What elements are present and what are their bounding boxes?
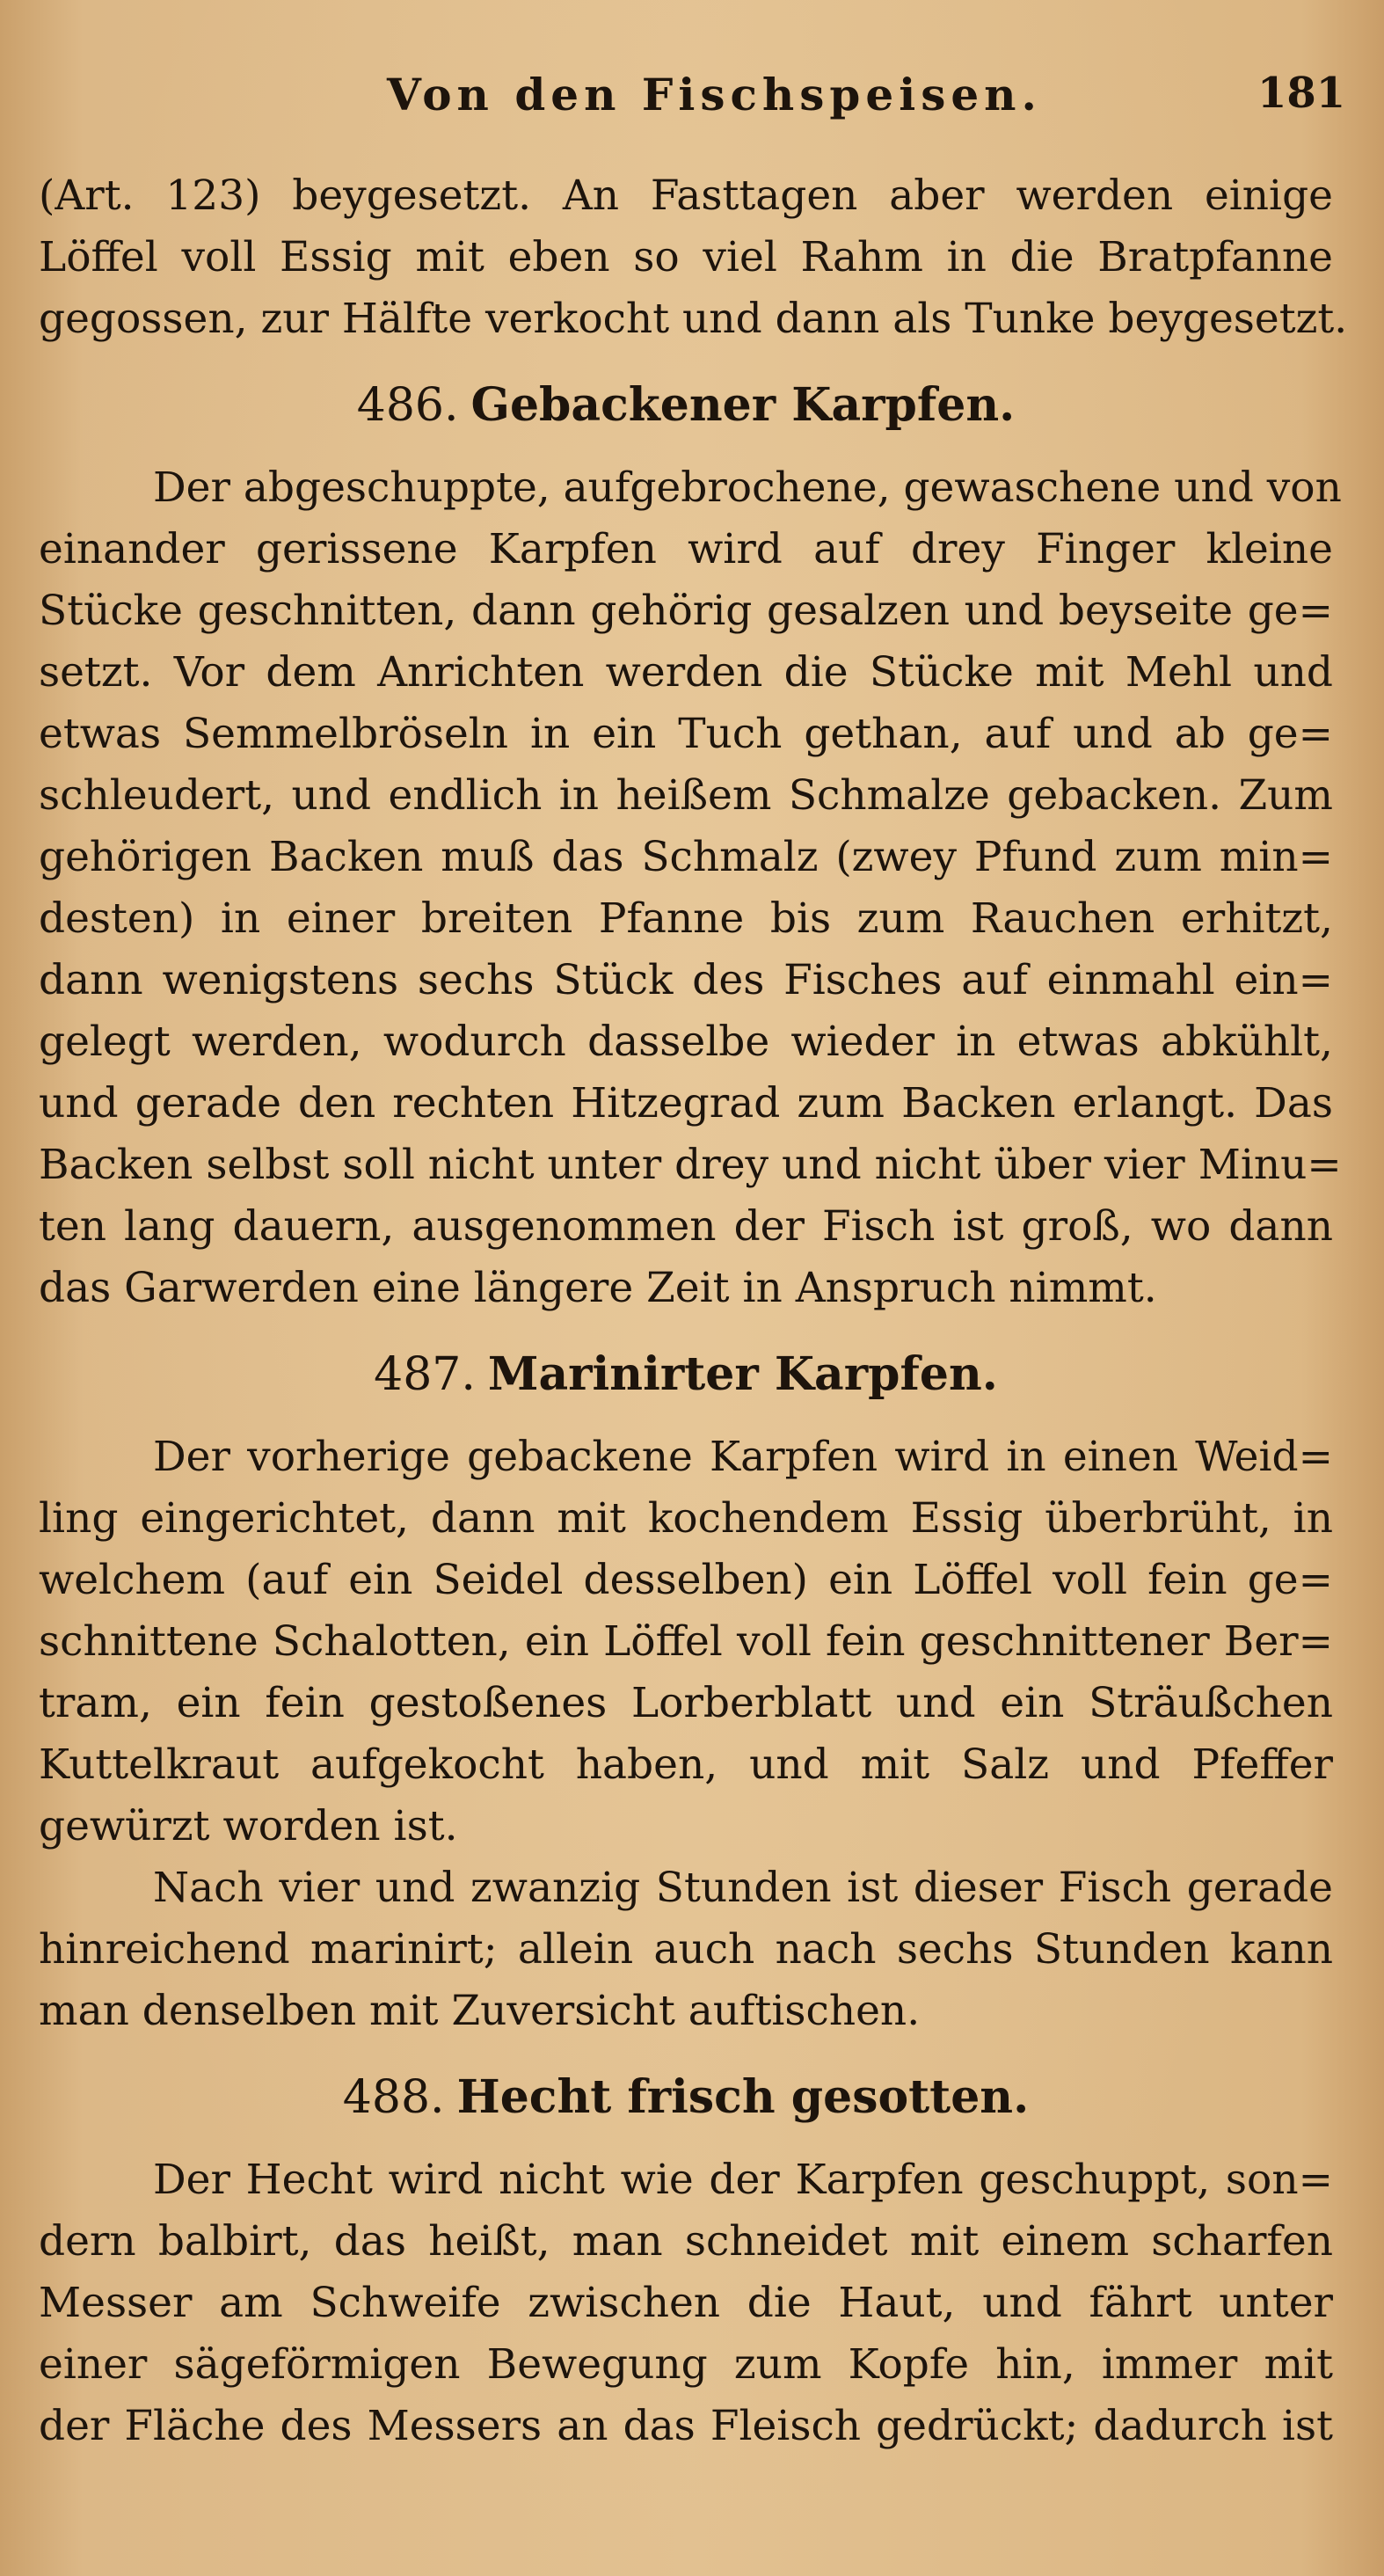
text-line: Der Hecht wird nicht wie der Karpfen geschuppt, son=: [153, 2156, 1333, 2204]
section-paragraph: [39, 2149, 1333, 2457]
text-line: und gerade den rechten Hitzegrad zum Backen erlangt. Das: [39, 1079, 1333, 1127]
text-line: Backen selbst soll nicht unter drey und nicht über vier Minu=: [39, 1141, 1342, 1189]
text-line: man denselben mit Zuversicht auftischen.: [39, 1987, 921, 2035]
section-heading-486: [39, 375, 1333, 436]
section-title: Hecht frisch gesotten.: [456, 2070, 1030, 2124]
text-line: gelegt werden, wodurch dasselbe wieder in etwas abkühlt,: [39, 1018, 1333, 1066]
text-line: der Fläche des Messers an das Fleisch gedrückt; dadurch ist: [39, 2402, 1333, 2450]
text-line: gehörigen Backen muß das Schmalz (zwey Pfund zum min=: [39, 833, 1333, 881]
text-line: das Garwerden eine längere Zeit in Anspruch nimmt.: [39, 1264, 1157, 1312]
text-line: tram, ein fein gestoßenes Lorberblatt und ein Sträußchen: [39, 1679, 1333, 1727]
text-line: Messer am Schweife zwischen die Haut, und fährt unter: [39, 2279, 1333, 2327]
section-heading-488: [39, 2067, 1333, 2128]
text-line: einer sägeförmigen Bewegung zum Kopfe hin, immer mit: [39, 2340, 1333, 2389]
text-line: (Art. 123) beygesetzt. An Fasttagen aber werden einige: [39, 171, 1333, 220]
text-line: Der vorherige gebackene Karpfen wird in einen Weid=: [153, 1433, 1333, 1481]
running-head: [0, 69, 1384, 130]
intro-paragraph: [39, 165, 1348, 350]
body-text: [39, 165, 1348, 2457]
text-line: Kuttelkraut aufgekocht haben, und mit Salz und Pfeffer: [39, 1740, 1333, 1789]
section-number: 487.: [374, 1348, 476, 1401]
section-paragraph: [39, 1857, 1333, 2042]
section-paragraph: [39, 457, 1342, 1319]
section-number: 486.: [356, 379, 459, 432]
text-line: gewürzt worden ist.: [39, 1802, 458, 1850]
section-number: 488.: [342, 2071, 445, 2124]
text-line: ten lang dauern, ausgenommen der Fisch ist groß, wo dann: [39, 1202, 1333, 1251]
section-paragraph: [39, 1427, 1333, 1857]
text-line: etwas Semmelbröseln in ein Tuch gethan, auf und ab ge=: [39, 710, 1333, 758]
text-line: desten) in einer breiten Pfanne bis zum Rauchen erhitzt,: [39, 894, 1333, 943]
text-line: Nach vier und zwanzig Stunden ist dieser Fisch gerade: [153, 1864, 1333, 1912]
section-title: Gebackener Karpfen.: [470, 378, 1016, 432]
text-line: Der abgeschuppte, aufgebrochene, gewaschene und von: [153, 463, 1342, 512]
text-line: setzt. Vor dem Anrichten werden die Stücke mit Mehl und: [39, 648, 1333, 697]
running-title: Von den Fischspeisen.: [387, 69, 1042, 120]
text-line: ling eingerichtet, dann mit kochendem Essig überbrüht, in: [39, 1494, 1333, 1543]
text-line: hinreichend marinirt; allein auch nach sechs Stunden kann: [39, 1925, 1333, 1974]
section-heading-487: [39, 1344, 1333, 1405]
text-line: Löffel voll Essig mit eben so viel Rahm in die Bratpfanne: [39, 233, 1333, 281]
text-line: schleudert, und endlich in heißem Schmalze gebacken. Zum: [39, 771, 1333, 820]
text-line: schnittene Schalotten, ein Löffel voll fein geschnittener Ber=: [39, 1617, 1333, 1666]
text-line: dern balbirt, das heißt, man schneidet mit einem scharfen: [39, 2217, 1333, 2266]
text-line: welchem (auf ein Seidel desselben) ein Löffel voll fein ge=: [39, 1556, 1333, 1604]
text-line: einander gerissene Karpfen wird auf drey Finger kleine: [39, 525, 1333, 573]
page-number: 181: [1257, 69, 1346, 118]
section-title: Marinirter Karpfen.: [487, 1347, 998, 1401]
text-line: dann wenigstens sechs Stück des Fisches auf einmahl ein=: [39, 956, 1333, 1004]
text-line: Stücke geschnitten, dann gehörig gesalzen und beyseite ge=: [39, 587, 1333, 635]
text-line: gegossen, zur Hälfte verkocht und dann als Tunke beygesetzt.: [39, 295, 1348, 343]
